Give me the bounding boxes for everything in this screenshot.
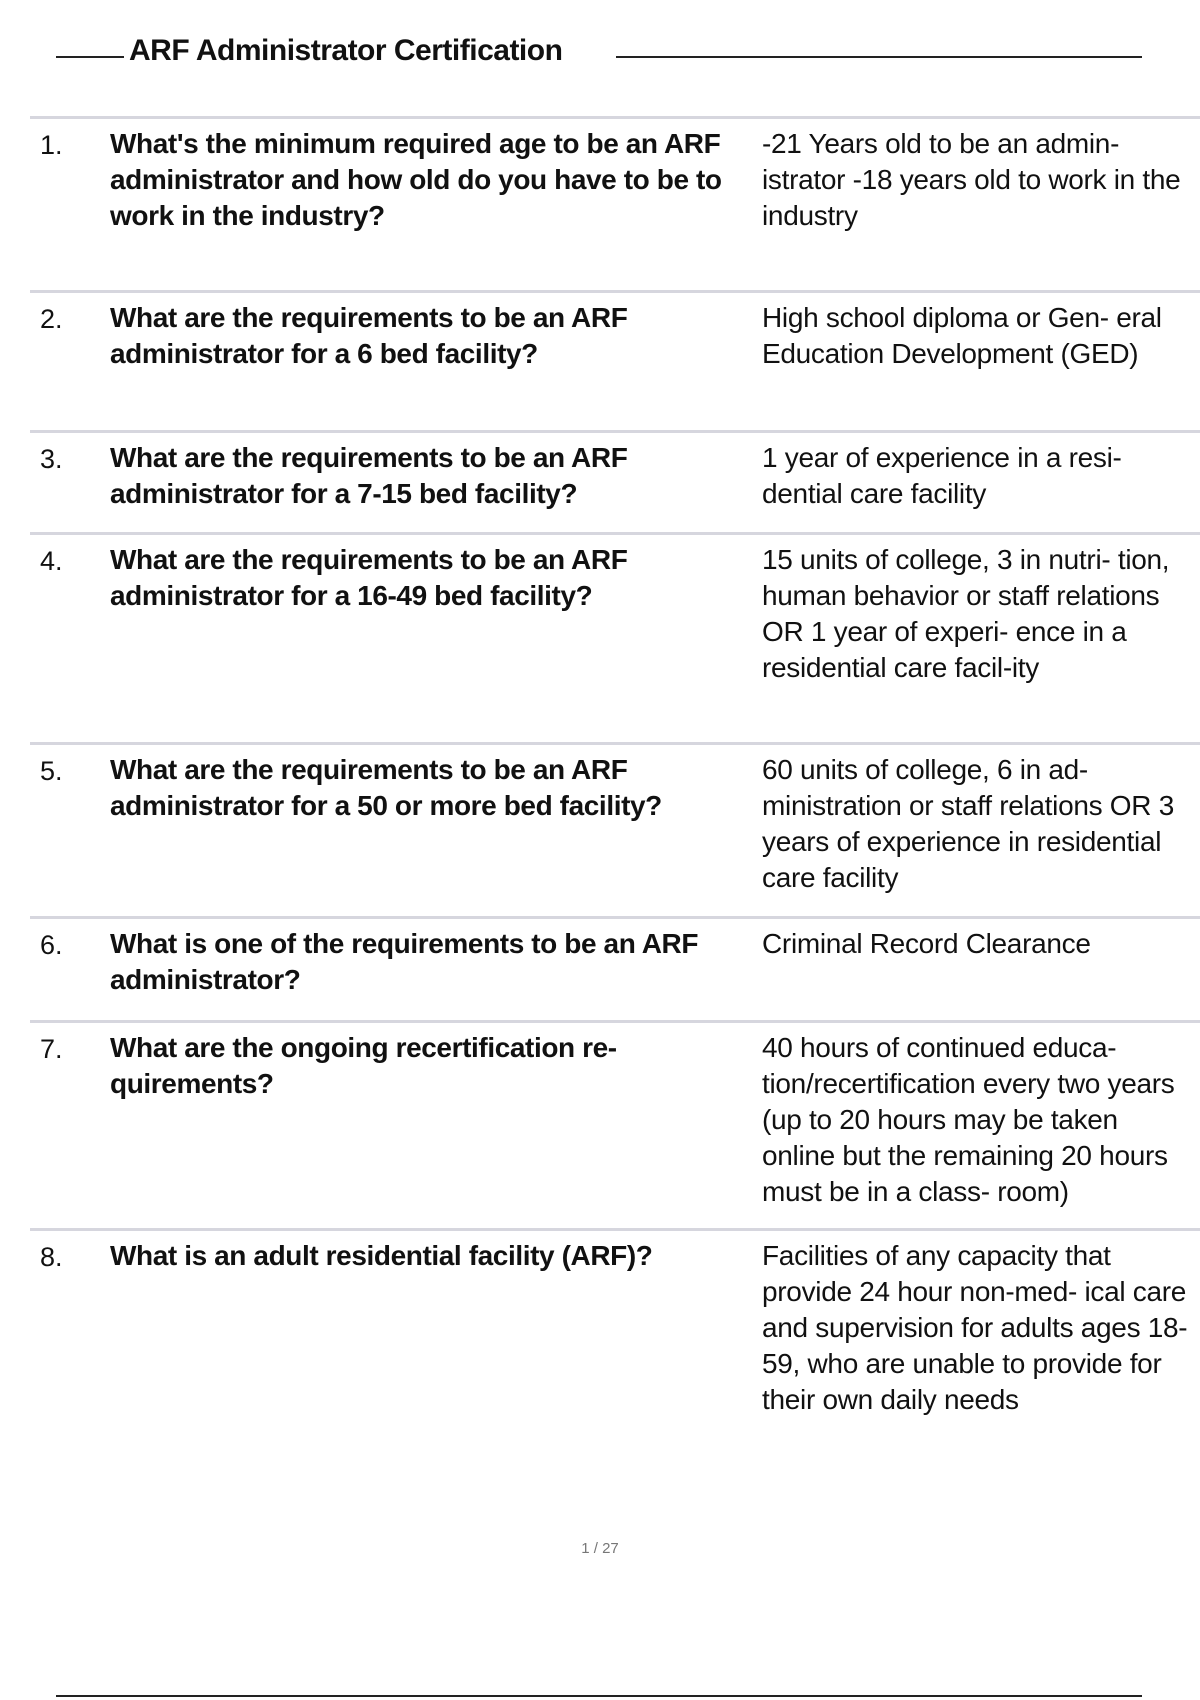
- card-answer: -21 Years old to be an admin- istrator -18 years old to work in the industry: [762, 128, 1181, 231]
- card-answer: 40 hours of continued educa- tion/recertification every two years (up to 20 hours may be taken online but the remaining 20 hours must be in a class- room): [762, 1032, 1175, 1207]
- page-indicator: 1 / 27: [581, 1540, 619, 1557]
- card-number: 1.: [40, 130, 63, 160]
- document-header: [56, 30, 1142, 74]
- card-number: 4.: [40, 546, 63, 576]
- card-question: What are the ongoing recertification re- quirements?: [110, 1032, 617, 1099]
- card-question: What's the minimum required age to be an ARF administrator and how old do you have to be to work in the industry?: [110, 128, 722, 231]
- header-rule-right: [616, 56, 1142, 58]
- row-divider: [30, 116, 1200, 119]
- card-number: 8.: [40, 1242, 63, 1272]
- card-question: What is one of the requirements to be an ARF administrator?: [110, 928, 699, 995]
- row-divider: [30, 430, 1200, 433]
- card-question: What are the requirements to be an ARF administrator for a 6 bed facility?: [110, 302, 628, 369]
- card-question: What are the requirements to be an ARF administrator for a 50 or more bed facility?: [110, 754, 662, 821]
- document-title: ARF Administrator Certification: [129, 34, 563, 67]
- card-number: 5.: [40, 756, 63, 786]
- footer-rule: [56, 1695, 1142, 1697]
- card-number: 3.: [40, 444, 63, 474]
- card-question: What are the requirements to be an ARF administrator for a 16-49 bed facility?: [110, 544, 628, 611]
- card-answer: Facilities of any capacity that provide 24 hour non-med- ical care and supervision for adults ages 18-59, who are unable to provide for their own daily needs: [762, 1240, 1188, 1415]
- card-answer: 60 units of college, 6 in ad- ministration or staff relations OR 3 years of experience in residential care facility: [762, 754, 1174, 893]
- header-rule-left: [56, 56, 124, 58]
- card-answer: 15 units of college, 3 in nutri- tion, human behavior or staff relations OR 1 year of experi- ence in a residential care facil-ity: [762, 544, 1170, 683]
- card-number: 2.: [40, 304, 63, 334]
- card-answer: Criminal Record Clearance: [762, 928, 1091, 959]
- row-divider: [30, 1228, 1200, 1231]
- row-divider: [30, 916, 1200, 919]
- card-answer: High school diploma or Gen- eral Education Development (GED): [762, 302, 1162, 369]
- row-divider: [30, 532, 1200, 535]
- card-number: 6.: [40, 930, 63, 960]
- row-divider: [30, 1020, 1200, 1023]
- card-number: 7.: [40, 1034, 63, 1064]
- row-divider: [30, 742, 1200, 745]
- row-divider: [30, 290, 1200, 293]
- card-question: What is an adult residential facility (ARF)?: [110, 1240, 653, 1271]
- card-question: What are the requirements to be an ARF administrator for a 7-15 bed facility?: [110, 442, 628, 509]
- card-answer: 1 year of experience in a resi- dential care facility: [762, 442, 1122, 509]
